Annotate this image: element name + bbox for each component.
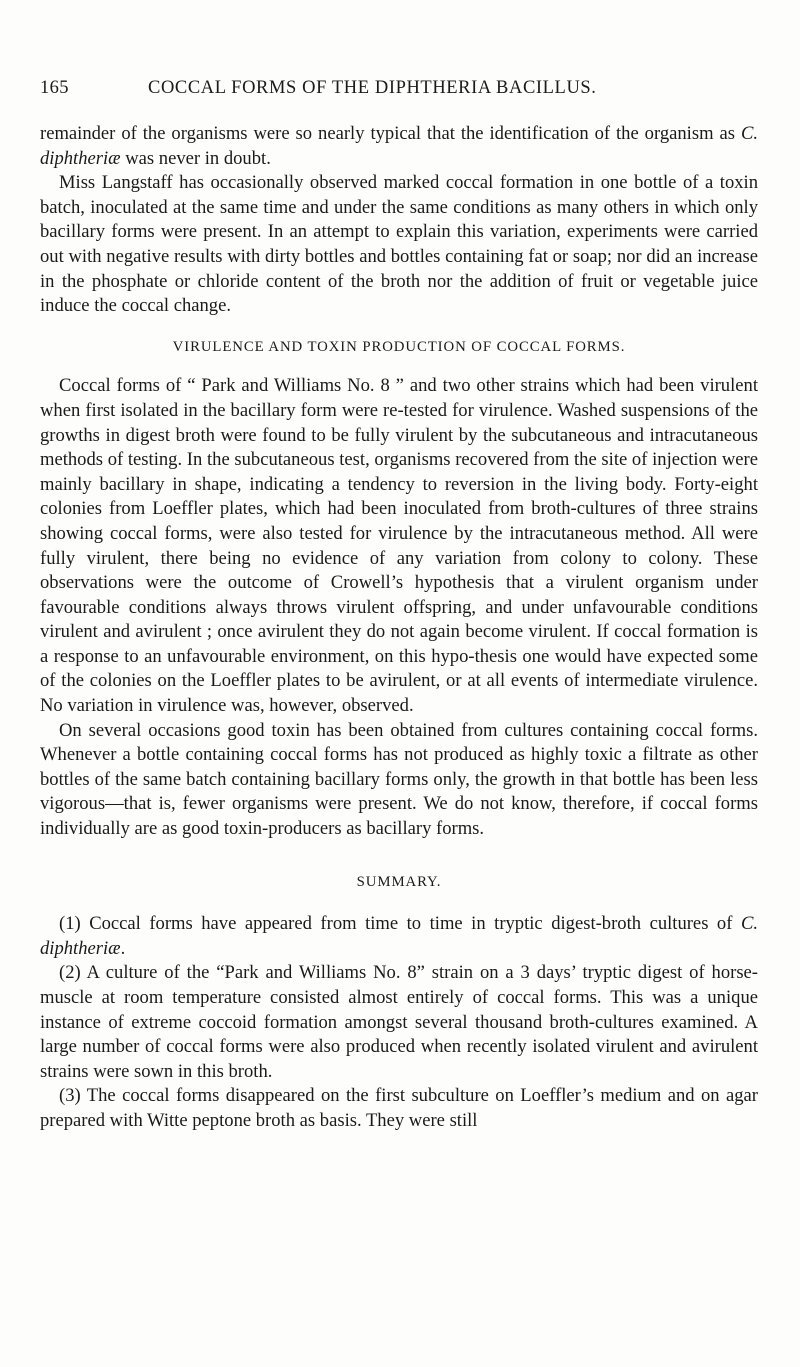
summary-item-1: (1) Coccal forms have appeared from time to time in tryptic digest-broth cultures of C. diphtheriæ. — [40, 913, 758, 959]
running-head — [40, 78, 760, 106]
section-heading-summary: SUMMARY. — [356, 873, 442, 890]
paragraph-virulence-tests: Coccal forms of “ Park and Williams No. 8 ” and two other strains which had been virulent when first isolated in the bacillary form were re-tested for virulence. Washed suspensions of the growths in digest broth were found to be fully virulent by the subcutaneous and intracutaneous methods of testing. In the subcutaneous test, organisms recovered from the site of injection were mainly bacillary in shape, indicating a tendency to reversion in the living body. Forty-eight colonies from Loeffler plates, which had been inoculated from broth-cultures of three strains showing coccal forms, were also tested for virulence by the intracutaneous method. All were fully virulent, there being no evidence of any variation from colony to colony. These observations were the outcome of Crowell’s hypothesis that a virulent organism under favourable conditions always throws virulent offspring, and under unfavourable conditions virulent and avirulent ; once avirulent they do not again become virulent. If coccal formation is a response to an unfavourable environment, on this hypo-thesis one would have expected some of the colonies on the Loeffler plates to be avirulent, or at all events of intermediate virulence. No variation in virulence was, however, observed. — [40, 375, 758, 717]
page-number: 165 — [40, 78, 69, 98]
paragraph-langstaff: Miss Langstaff has occasionally observed marked coccal formation in one bottle of a toxin batch, inoculated at the same time and under the same conditions as many others in which only bacillary forms were present. In an attempt to explain this variation, experiments were carried out with negative results with dirty bottles and bottles containing fat or soap; nor did an increase in the phosphate or chloride content of the broth nor the addition of fruit or vegetable juice induce the coccal change. — [40, 172, 758, 317]
paragraph-toxin-production: On several occasions good toxin has been obtained from cultures containing coccal forms. Whenever a bottle containing coccal forms has not produced as highly toxic a filtrate as other bottles of the same batch containing bacillary forms only, the growth in that bottle has been less vigorous—that is, fewer organisms were present. We do not know, therefore, if coccal forms individually are as good toxin-producers as bacillary forms. — [40, 719, 758, 840]
paragraph-continuation: remainder of the organisms were so nearly typical that the identification of the organism as C. diphtheriæ was never in doubt. — [40, 123, 758, 169]
body-text — [40, 122, 758, 1134]
species-name: C. diphtheriæ — [40, 913, 758, 959]
running-title: COCCAL FORMS OF THE DIPHTHERIA BACILLUS. — [148, 78, 597, 98]
species-name: C. diphtheriæ — [40, 123, 758, 169]
summary-item-2: (2) A culture of the “Park and Williams No. 8” strain on a 3 days’ tryptic digest of horse-muscle at room temperature consisted almost entirely of coccal forms. This was a unique instance of extreme coccoid formation amongst several thousand broth-cultures examined. A large number of coccal forms were also produced when recently isolated virulent and avirulent strains were sown in this broth. — [40, 962, 758, 1082]
summary-item-3: (3) The coccal forms disappeared on the first subculture on Loeffler’s medium and on agar prepared with Witte peptone broth as basis. They were still — [40, 1085, 758, 1131]
section-heading-virulence: VIRULENCE AND TOXIN PRODUCTION OF COCCAL FORMS. — [172, 338, 626, 355]
